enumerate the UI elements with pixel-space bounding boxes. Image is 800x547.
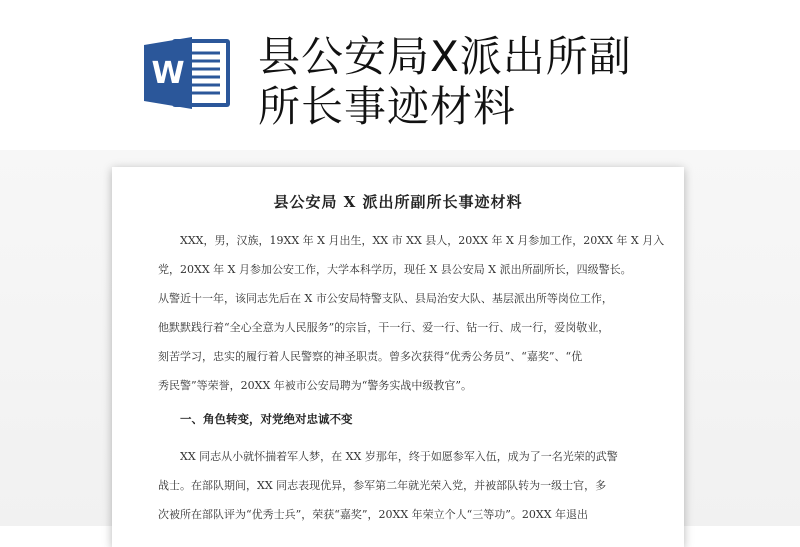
- word-letter: W: [151, 56, 185, 91]
- paragraph-line: XX 同志从小就怀揣着军人梦，在 XX 岁那年，终于如愿参军入伍，成为了一名光荣的武警: [180, 450, 618, 463]
- header: [0, 0, 800, 150]
- paragraph-section1: [158, 442, 642, 529]
- paragraph-line: 战士。在部队期间，XX 同志表现优异，参军第二年就光荣入党，并被部队转为一级士官，多: [158, 479, 607, 492]
- paragraph-intro: [158, 226, 665, 400]
- paragraph-line: 从警近十一年，该同志先后在 X 市公安局特警支队、县局治安大队、基层派出所等岗位工作，: [158, 292, 613, 305]
- page-title-line1: 县公安局X派出所副: [258, 32, 632, 81]
- page-title: [258, 32, 778, 132]
- word-document-icon: [142, 33, 234, 113]
- paragraph-line: 秀民警”等荣誉，20XX 年被市公安局聘为“警务实战中级教官”。: [158, 379, 473, 392]
- document-page: [112, 167, 684, 547]
- paragraph-line: 刻苦学习，忠实的履行着人民警察的神圣职责。曾多次获得“优秀公务员”、“嘉奖”、“优: [158, 350, 583, 363]
- paragraph-line: 次被所在部队评为“优秀士兵”，荣获“嘉奖”，20XX 年荣立个人“三等功”。20XX 年退出: [158, 508, 589, 521]
- paragraph-line: 党，20XX 年 X 月参加公安工作，大学本科学历，现任 X 县公安局 X 派出所副所长，四级警长。: [158, 263, 632, 276]
- section-heading: 一、角色转变，对党绝对忠诚不变: [180, 412, 353, 426]
- paragraph-line: XXX，男，汉族，19XX 年 X 月出生，XX 市 XX 县人，20XX 年 X 月参加工作，20XX 年 X 月入: [180, 234, 665, 247]
- page-title-line2: 所长事迹材料: [258, 82, 517, 131]
- document-title: 县公安局 X 派出所副所长事迹材料: [273, 193, 523, 211]
- paragraph-line: 他默默践行着“全心全意为人民服务”的宗旨，干一行、爱一行、钻一行、成一行，爱岗敬业，: [158, 321, 610, 334]
